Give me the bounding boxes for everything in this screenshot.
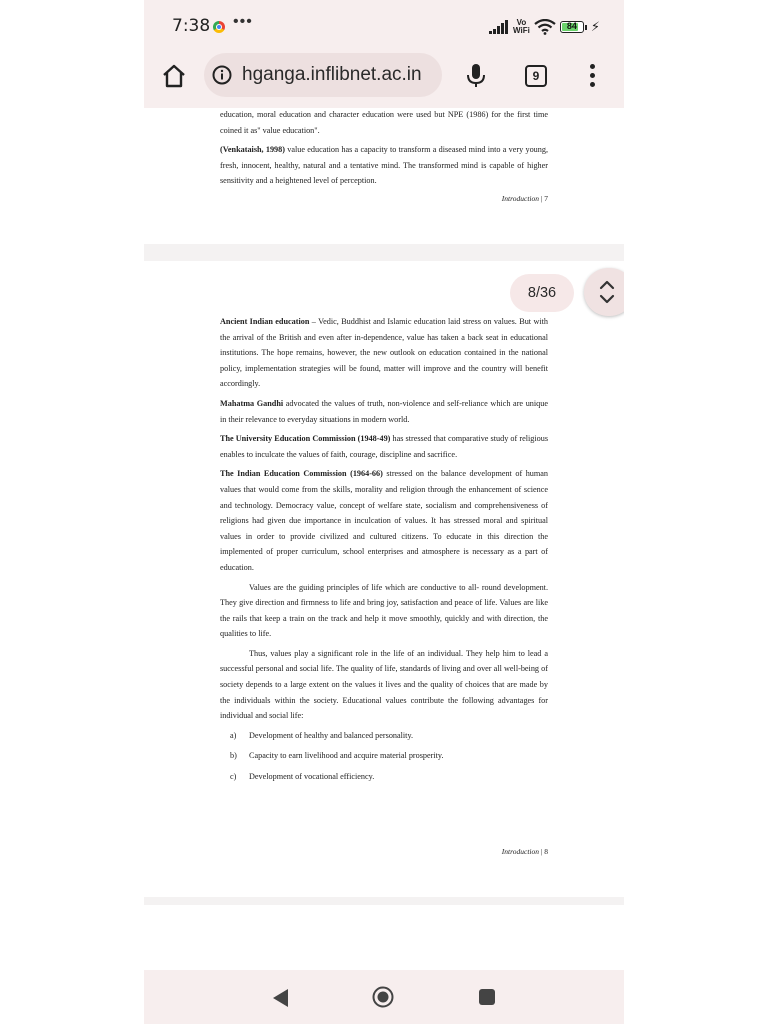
paragraph: Values are the guiding principles of life which are conductive to all- round development. They give direction and firmness to life and bring joy, satisfaction and peace of life. Values are like the rails that keep a train on the track and help it move smoothly, quickly and with direction, the qualities to life. bbox=[220, 582, 548, 639]
paragraph: Thus, values play a significant role in the life of an individual. They help him to lead a successful personal and social life. The quality of life, standards of living and over all well-being of society depends to a large extent on the values it lives and the quality of choices that are made by the individuals within the society. Educational values contribute the following advantages for individual and social life: bbox=[220, 648, 548, 721]
page-footer: Introduction | 8 bbox=[501, 847, 548, 856]
pdf-page-9 bbox=[144, 905, 624, 970]
battery-level: 84 bbox=[566, 21, 577, 31]
wifi-icon bbox=[534, 19, 556, 35]
page-footer: Introduction | 7 bbox=[501, 194, 548, 203]
signal-icon bbox=[489, 20, 509, 34]
page-7-text bbox=[220, 108, 548, 193]
chevron-up-down-icon bbox=[596, 277, 618, 307]
pdf-page-8 bbox=[144, 261, 624, 897]
vowifi-icon bbox=[513, 19, 530, 35]
tab-switcher-button[interactable]: 9 bbox=[525, 65, 547, 87]
clock: 7:38 bbox=[172, 16, 211, 36]
info-icon[interactable] bbox=[212, 65, 232, 85]
phone-screen bbox=[144, 0, 624, 1024]
battery-icon bbox=[560, 21, 584, 33]
pdf-viewer[interactable] bbox=[144, 108, 624, 970]
page-counter: 8/36 bbox=[510, 274, 574, 312]
charging-icon: ⚡︎ bbox=[590, 19, 600, 34]
paragraph: Mahatma Gandhi advocated the values of truth, non-violence and self-reliance which are unique in their relevance to everyday situations in modern world. bbox=[220, 398, 548, 424]
more-notifications-icon: ••• bbox=[233, 13, 253, 30]
advantages-list bbox=[220, 728, 548, 784]
navigation-bar bbox=[144, 970, 624, 1024]
address-bar[interactable] bbox=[204, 53, 442, 97]
status-icons bbox=[489, 17, 600, 37]
chrome-notification-icon bbox=[213, 21, 225, 33]
scroll-handle[interactable] bbox=[584, 268, 624, 316]
recents-icon[interactable] bbox=[479, 989, 495, 1005]
page-8-text bbox=[220, 314, 548, 789]
vowifi-label-top: Vo bbox=[516, 18, 527, 27]
battery-cap bbox=[585, 25, 587, 30]
home-icon[interactable] bbox=[160, 62, 188, 90]
paragraph: education, moral education and character education were used but NPE (1986) for the first time coined it as" value education". bbox=[220, 110, 548, 135]
list-item: c) Development of vocational efficiency. bbox=[230, 771, 375, 781]
status-bar bbox=[144, 0, 624, 52]
browser-toolbar bbox=[144, 52, 624, 100]
paragraph: The Indian Education Commission (1964-66) stressed on the balance development of human values that would come from the skills, morality and religion through the enhancement of science and technology. Democracy value, concept of welfare state, socialism and comprehensiveness of religions had given due importance in inculcation of values. It has stressed moral and spiritual values in order to provide civilized and cultured citizens. To educate in this direction the implemented of proper curriculum, school enterprises and atmosphere is necessary as a part of education. bbox=[220, 469, 548, 572]
paragraph: Ancient Indian education – Vedic, Buddhist and Islamic education laid stress on values. But with the arrival of the British and even after in-dependence, value has taken a back seat in educational institutions. The hope remains, however, the new outlook on education contained in the national policy, implementation strategies will be found, matter will improve and the country will benefit accordingly. bbox=[220, 317, 548, 389]
vowifi-label-bottom: WiFi bbox=[513, 26, 530, 35]
pdf-page-7 bbox=[144, 108, 624, 244]
list-item: b) Capacity to earn livelihood and acquire material prosperity. bbox=[230, 751, 444, 761]
paragraph: (Venkataish, 1998) value education has a capacity to transform a diseased mind into a very young, fresh, innocent, healthy, natural and a tentative mind. The transformed mind is capable of higher sensitivity and a heightened level of perception. bbox=[220, 145, 548, 186]
menu-more-icon[interactable] bbox=[588, 64, 596, 90]
url-text[interactable]: hganga.inflibnet.ac.in bbox=[242, 64, 422, 85]
back-icon[interactable] bbox=[270, 987, 290, 1009]
list-item: a) Development of healthy and balanced personality. bbox=[230, 730, 414, 740]
paragraph: The University Education Commission (1948-49) has stressed that comparative study of religious enables to inculcate the values of faith, courage, discipline and sacrifice. bbox=[220, 434, 549, 459]
home-circle-icon[interactable] bbox=[372, 986, 394, 1008]
microphone-icon[interactable] bbox=[464, 63, 488, 89]
